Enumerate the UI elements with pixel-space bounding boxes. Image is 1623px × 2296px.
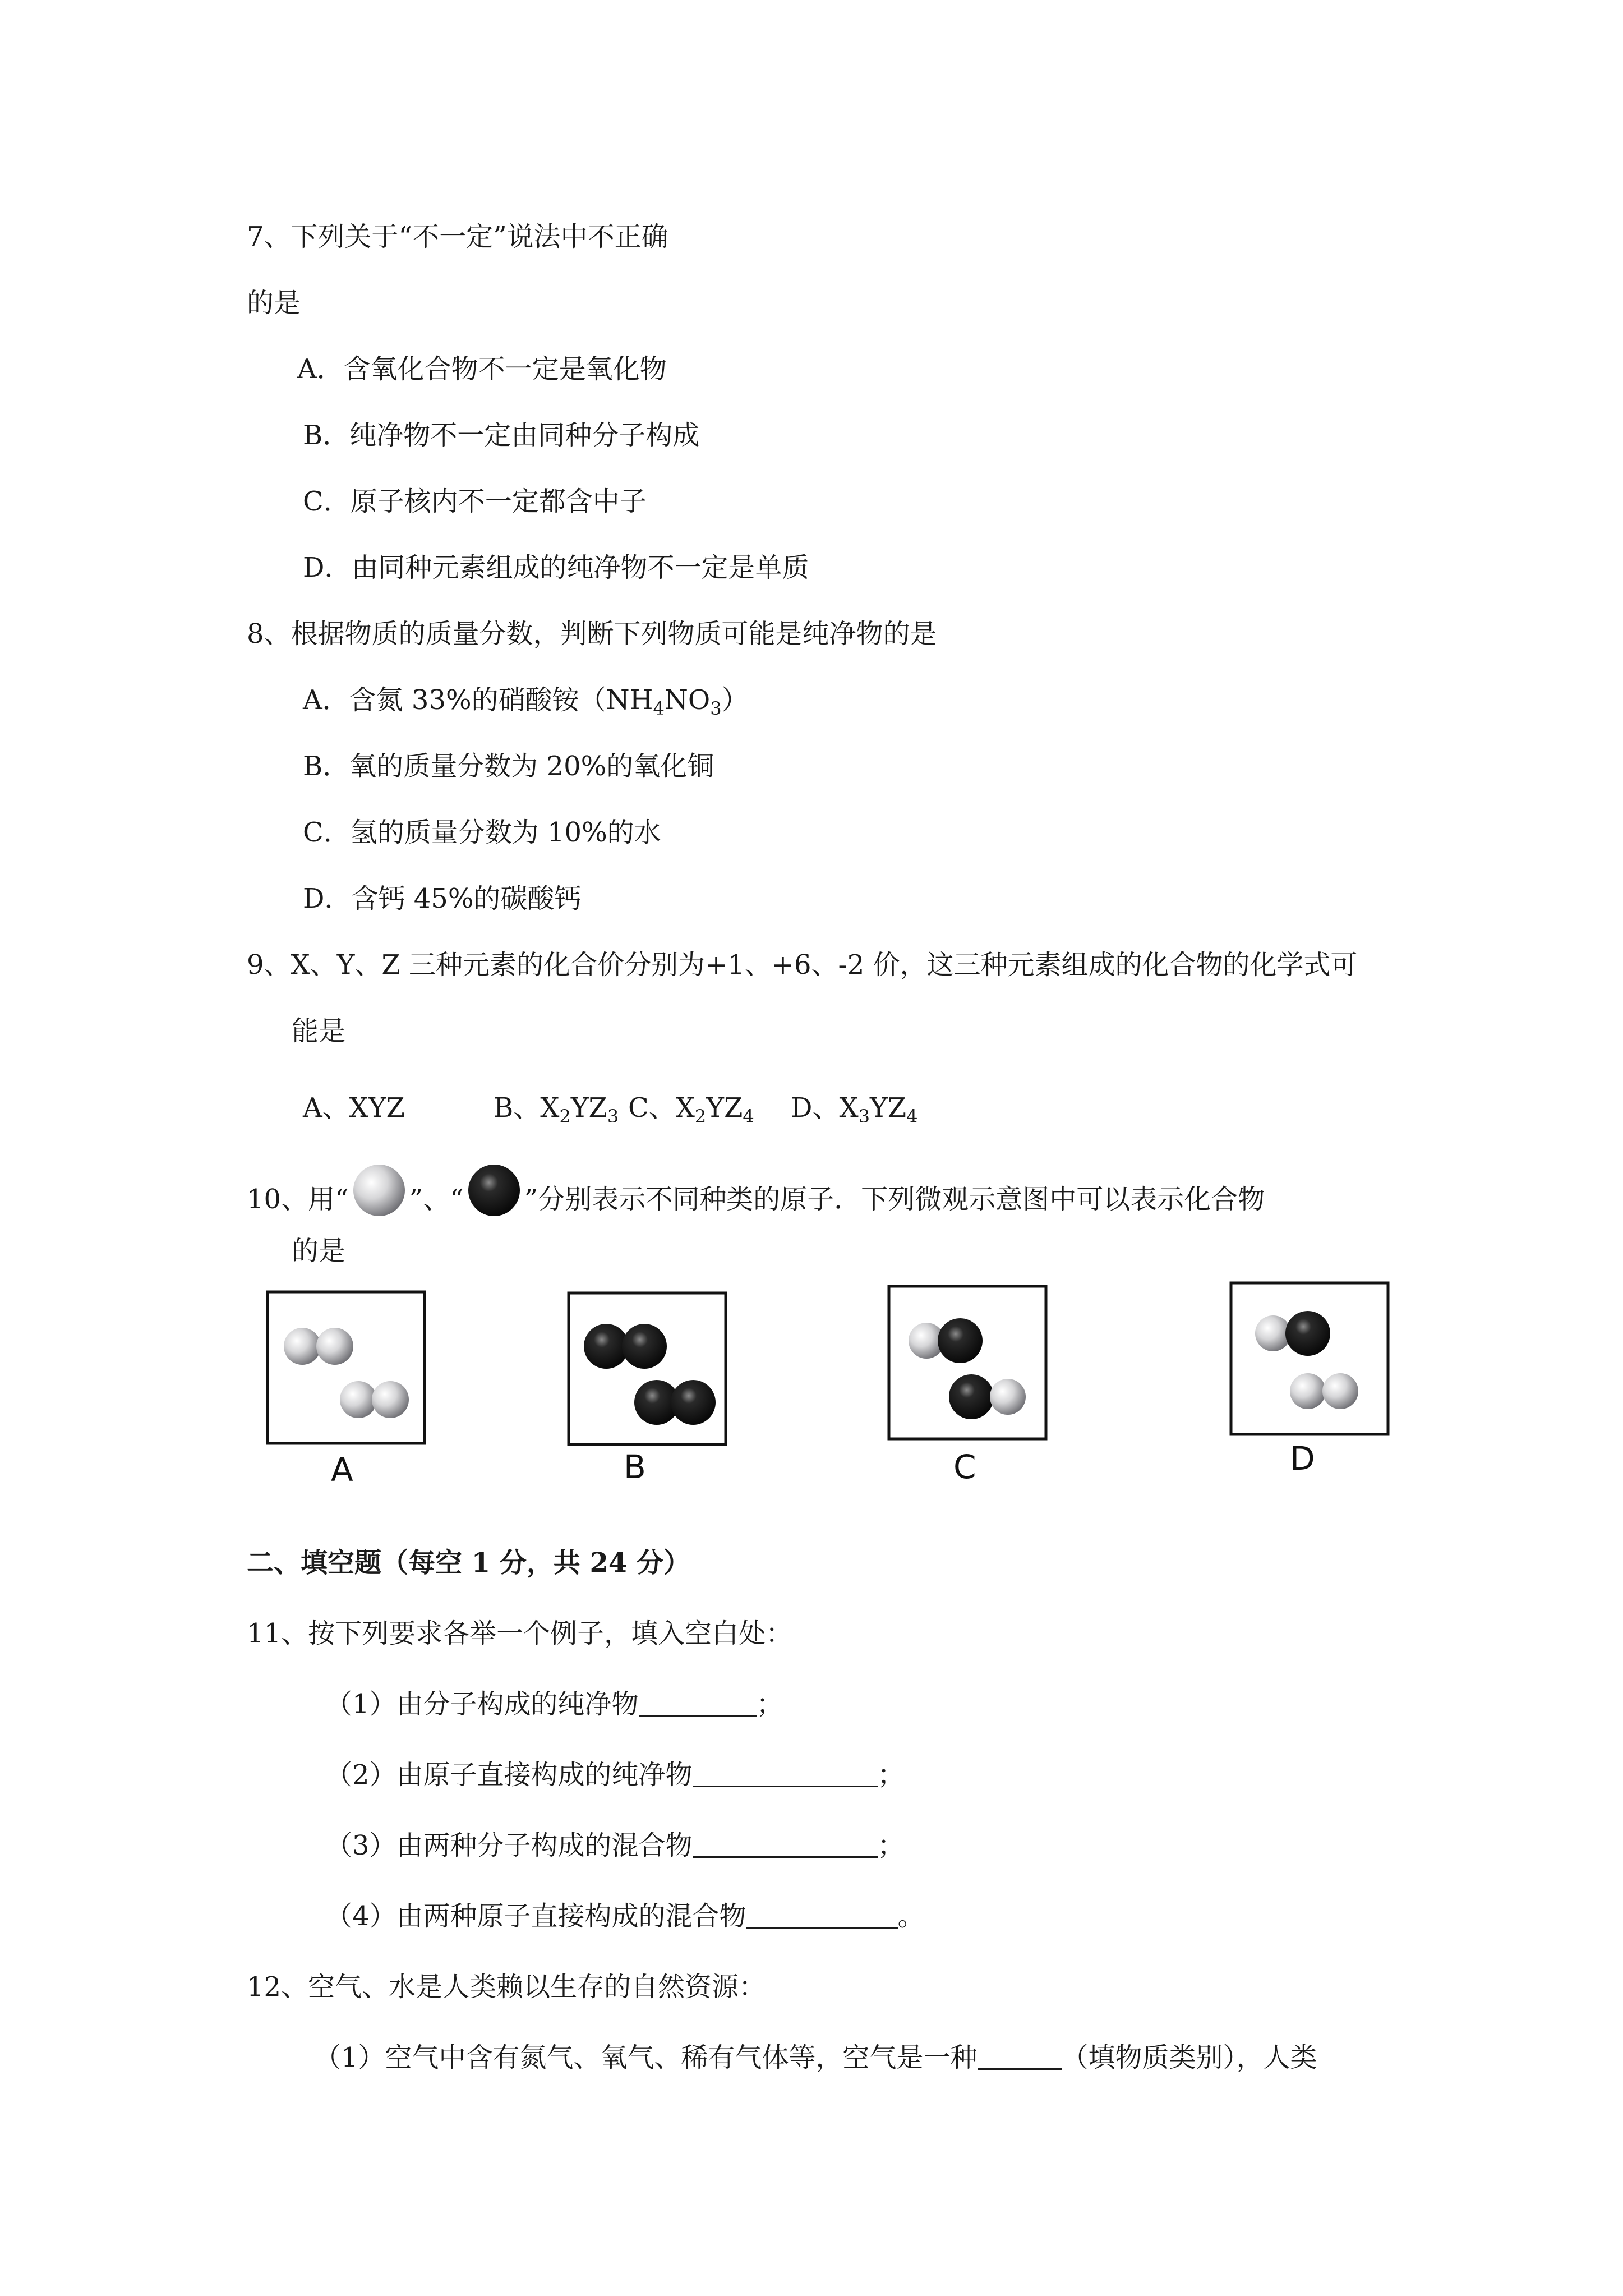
diagram-b-dark-atom [671,1380,716,1425]
q7-option-c: C．原子核内不一定都含中子 [303,486,647,517]
q11-item-3: （3）由两种分子构成的混合物 ； [325,1830,905,1861]
q8-option-a: A．含氮 33%的硝酸铵$(NH_4NO_3)$ [303,684,749,719]
q12-item-1: （1）空气中含有氮气、氧气、稀有气体等，空气是一种 （填物质类别），人类 [314,2042,1317,2073]
diagram-c [887,1285,1050,1444]
q11-blank-1[interactable] [639,1690,757,1717]
q11-stem: 11、按下列要求各举一个例子，填入空白处： [247,1618,793,1649]
diagram-d-dark-atom [1285,1311,1330,1356]
q7-stem-line1: 7、下列关于“不一定”说法中不正确 [247,221,668,252]
q7-stem-line2: 的是 [247,287,301,319]
diagram-c-dark-atom [938,1318,983,1363]
diagram-a-light-atom [316,1328,353,1365]
diagram-a-light-atom [340,1381,377,1418]
q12-stem: 12、空气、水是人类赖以生存的自然资源： [247,1971,766,2003]
q9-option-a: A、XYZ [303,1092,405,1124]
diagram-a-label: A [331,1451,353,1489]
q10-stem-line2: 的是 [292,1235,346,1267]
q11-blank-2[interactable] [693,1761,878,1787]
q7-option-d: D．由同种元素组成的纯净物不一定是单质 [303,552,809,583]
diagram-c-light-atom [990,1379,1026,1415]
diagram-d-label: D [1290,1439,1315,1478]
diagram-a-frame [268,1292,425,1443]
diagram-a-light-atom [372,1381,409,1418]
diagram-c-dark-atom [949,1374,994,1419]
q9-option-c: C、$X_2YZ_4$ [628,1092,754,1127]
diagram-a-light-atom [284,1328,321,1365]
section-2-title: 二、填空题（每空 1 分，共 24 分） [247,1547,691,1579]
q12-blank-1[interactable] [978,2044,1062,2070]
q10-stem-line1: 10、用“ ”、“ ”分别表示不同种类的原子．下列微观示意图中可以表示化合物 [247,1162,1265,1218]
diagram-d-light-atom [1290,1373,1326,1409]
diagram-b-label: B [624,1448,646,1486]
q9-option-b: B、$X_2YZ_3$ [494,1092,619,1127]
q9-stem-line1: 9、X、Y、Z 三种元素的化合价分别为+1、+6、-2 价，这三种元素组成的化合物的化学式可 [247,949,1358,981]
q8-stem: 8、根据物质的质量分数，判断下列物质可能是纯净物的是 [247,618,937,650]
diagram-d-frame [1231,1283,1388,1434]
diagram-b [567,1291,730,1451]
dark-atom-icon [466,1162,522,1218]
q11-blank-4[interactable] [746,1902,898,1929]
q9-stem-line2: 能是 [292,1015,346,1047]
q7-option-a: A．含氧化合物不一定是氧化物 [297,353,667,385]
diagram-d-light-atom [1322,1373,1358,1409]
light-atom-icon [351,1162,407,1218]
q11-item-1: （1）由分子构成的纯净物 ； [325,1688,783,1720]
diagram-d [1229,1281,1392,1441]
q11-blank-3[interactable] [693,1832,878,1858]
q9-option-d: D、$X_3YZ_4$ [791,1092,918,1127]
diagram-c-label: C [953,1448,976,1486]
diagram-a [266,1290,428,1450]
diagram-b-dark-atom [622,1324,667,1369]
q8-option-b: B．氧的质量分数为 20%的氧化铜 [303,751,714,782]
q8-option-c: C．氢的质量分数为 10%的水 [303,817,661,848]
q11-item-4: （4）由两种原子直接构成的混合物 。 [325,1901,925,1932]
q7-option-b: B．纯净物不一定由同种分子构成 [303,420,700,451]
q8-option-d: D．含钙 45%的碳酸钙 [303,883,582,914]
q11-item-2: （2）由原子直接构成的纯净物 ； [325,1759,905,1791]
